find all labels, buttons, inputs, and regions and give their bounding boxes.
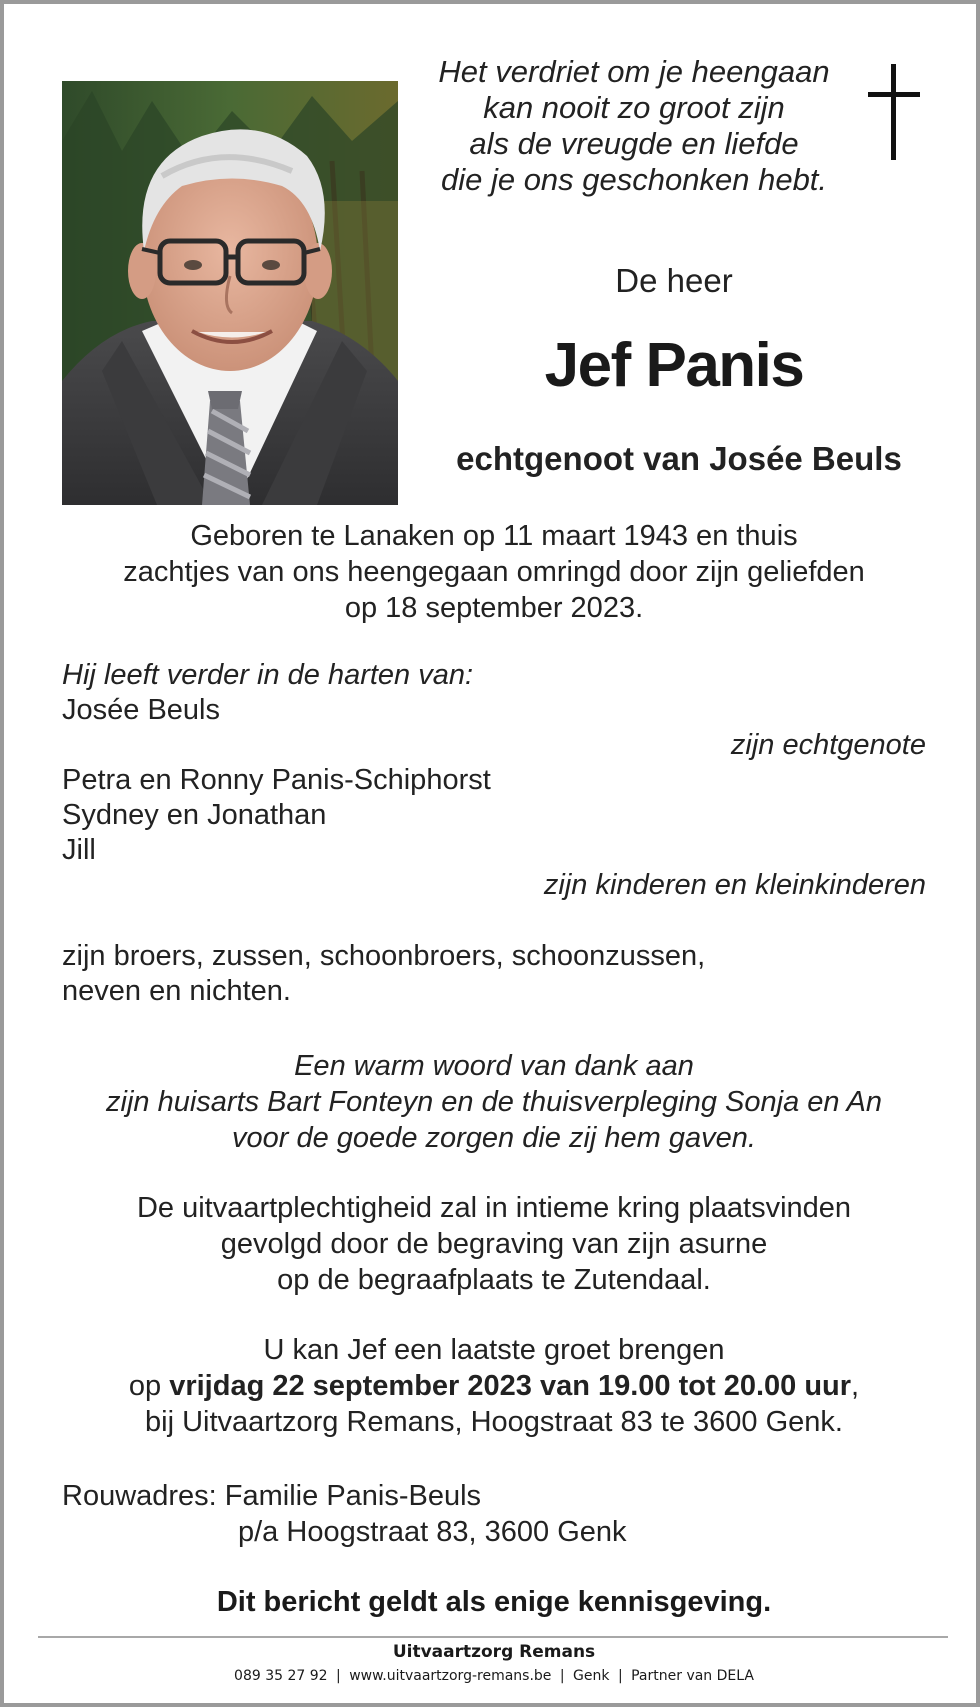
address-line: Rouwadres: Familie Panis-Beuls [62, 1480, 482, 1512]
child-line: Petra en Ronny Panis-Schiphorst [62, 764, 491, 796]
thanks-line: zijn huisarts Bart Fonteyn en de thuisverpleging Sonja en An [106, 1086, 882, 1118]
family-section [62, 658, 926, 1009]
birth-line: Geboren te Lanaken op 11 maart 1943 en thuis [190, 520, 798, 552]
funeral-line: op de begraafplaats te Zutendaal. [277, 1264, 711, 1296]
visit-date-line [44, 1368, 944, 1404]
visit-datetime: vrijdag 22 september 2023 van 19.00 tot 20.00 uur [169, 1370, 852, 1402]
memorial-poem [414, 54, 854, 198]
footer-company: Uitvaartzorg Remans [392, 1642, 596, 1662]
spouse-name: Josée Beuls [62, 694, 220, 726]
visit-prefix: op [128, 1370, 170, 1402]
visit-suffix: , [851, 1370, 860, 1402]
birth-line: op 18 september 2023. [344, 592, 644, 624]
birth-line: zachtjes van ons heengegaan omringd door zijn geliefden [123, 556, 865, 588]
funeral-section [44, 1190, 944, 1298]
deceased-name: Jef Panis [544, 331, 804, 400]
visit-line: U kan Jef een laatste groet brengen [263, 1334, 725, 1366]
mourning-address [62, 1478, 922, 1550]
funeral-line: gevolgd door de begraving van zijn asurne [220, 1228, 768, 1260]
relatives-line: zijn broers, zussen, schoonbroers, schoonzussen, [62, 940, 706, 972]
footer-contact [44, 1668, 944, 1684]
thanks-line: Een warm woord van dank aan [294, 1050, 694, 1082]
footer-separator: | [336, 1668, 341, 1684]
cross-icon [864, 64, 924, 164]
footer-partner: Partner van DELA [631, 1668, 754, 1684]
children-role: zijn kinderen en kleinkinderen [543, 869, 926, 901]
spouse-role: zijn echtgenote [730, 729, 926, 761]
footer-separator: | [559, 1668, 565, 1684]
honorific: De heer [615, 262, 733, 299]
address-line: p/a Hoogstraat 83, 3600 Genk [238, 1516, 627, 1548]
thanks-section [44, 1048, 944, 1156]
poem-line: die je ons geschonken hebt. [440, 162, 828, 197]
visitation-section [44, 1332, 944, 1440]
poem-line: als de vreugde en liefde [469, 126, 799, 161]
official-notice: Dit bericht geldt als enige kennisgeving. [216, 1586, 772, 1618]
poem-line: Het verdriet om je heengaan [438, 54, 830, 89]
footer-separator: | [617, 1668, 623, 1684]
footer-city: Genk [573, 1668, 610, 1684]
footer-website[interactable]: www.uitvaartzorg-remans.be [349, 1668, 552, 1684]
funeral-line: De uitvaartplechtigheid zal in intieme kring plaatsvinden [136, 1192, 852, 1224]
footer-phone: 089 35 27 92 [234, 1668, 328, 1684]
divider [38, 1636, 948, 1638]
visit-location: bij Uitvaartzorg Remans, Hoogstraat 83 te 3600 Genk. [145, 1406, 843, 1438]
relatives-line: neven en nichten. [62, 975, 291, 1007]
portrait-photo [62, 81, 398, 505]
child-line: Sydney en Jonathan [62, 799, 327, 831]
thanks-line: voor de goede zorgen die zij hem gaven. [232, 1122, 756, 1154]
spouse-line: echtgenoot van Josée Beuls [456, 440, 902, 477]
birth-death-info [44, 518, 944, 626]
child-line: Jill [62, 834, 96, 866]
spacer [62, 903, 926, 939]
family-intro: Hij leeft verder in de harten van: [62, 659, 474, 691]
poem-line: kan nooit zo groot zijn [483, 90, 785, 125]
